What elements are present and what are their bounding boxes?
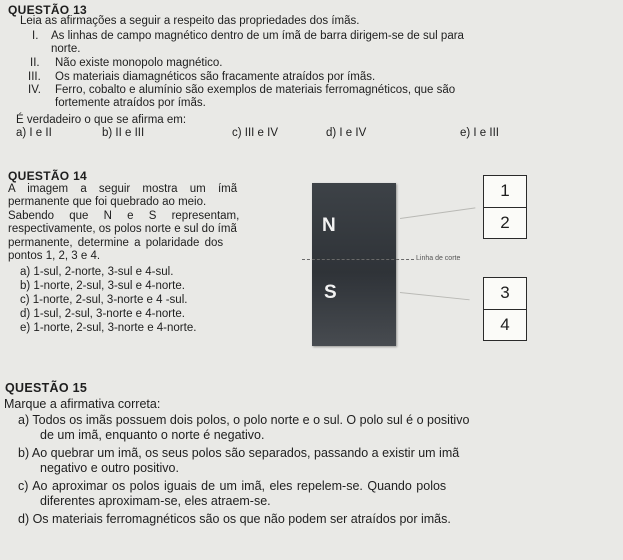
q13-option-e[interactable]: e) I e III (460, 127, 499, 139)
q14-text-line: permanente, determine a polaridade dos (8, 237, 224, 249)
q13-statement-text: Ferro, cobalto e alumínio são exemplos de materiais ferromagnéticos, que são (55, 84, 456, 96)
point-4-label: 4 (500, 315, 510, 334)
south-pole-label: S (324, 282, 337, 303)
q13-statement-text: norte. (51, 43, 81, 55)
q13-statement-num: I. (32, 30, 39, 42)
q14-text-line: pontos 1, 2, 3 e 4. (8, 250, 101, 262)
q15-prompt: Marque a afirmativa correta: (4, 397, 161, 411)
q13-option-d[interactable]: d) I e IV (326, 127, 367, 139)
point-1-label: 1 (500, 181, 510, 200)
q14-option-c[interactable]: c) 1-norte, 2-sul, 3-norte e 4 -sul. (20, 294, 188, 306)
q13-statement-text: Os materiais diamagnéticos são fracamente atraídos por ímãs. (55, 71, 376, 83)
q13-option-b[interactable]: b) II e III (102, 127, 145, 139)
q15-title: QUESTÃO 15 (5, 381, 88, 395)
q13-option-c[interactable]: c) III e IV (232, 127, 279, 139)
q15-option-c-cont[interactable]: diferentes aproximam-se, eles atraem-se. (40, 494, 271, 508)
cut-line (302, 259, 414, 260)
q15-option-c[interactable]: c) Ao aproximar os polos iguais de um imã, eles repelem-se. Quando polos (18, 479, 447, 493)
q13-statement-text: Não existe monopolo magnético. (55, 57, 223, 69)
q15-option-d[interactable]: d) Os materiais ferromagnéticos são os que não podem ser atraídos por imãs. (18, 512, 451, 526)
cut-line-label: Linha de corte (416, 255, 461, 262)
q13-question: É verdadeiro o que se afirma em: (16, 114, 187, 126)
north-pole-label: N (322, 215, 336, 236)
magnet-piece-bottom (483, 277, 527, 341)
q14-text-line: respectivamente, os polos norte e sul do ímã (8, 223, 237, 235)
q13-statement-text: fortemente atraídos por ímãs. (55, 97, 206, 109)
q14-text-line: permanente que foi quebrado ao meio. (8, 196, 207, 208)
q13-statement-num: IV. (28, 84, 42, 96)
q13-statement-text: As linhas de campo magnético dentro de um ímã de barra dirigem-se de sul para (51, 30, 464, 42)
reference-line (400, 207, 475, 219)
point-2-label: 2 (500, 213, 510, 232)
piece-divider (484, 207, 526, 208)
q13-statement-num: III. (28, 71, 41, 83)
magnet-piece-top (483, 175, 527, 239)
q14-option-e[interactable]: e) 1-norte, 2-sul, 3-norte e 4-norte. (20, 322, 197, 334)
q13-title: QUESTÃO 13 (8, 3, 88, 17)
point-3-label: 3 (500, 283, 510, 302)
q15-option-b-cont[interactable]: negativo e outro positivo. (40, 461, 179, 475)
q15-option-a[interactable]: a) Todos os imãs possuem dois polos, o polo norte e o sul. O polo sul é o positivo (18, 413, 470, 427)
q14-option-b[interactable]: b) 1-norte, 2-sul, 3-sul e 4-norte. (20, 280, 185, 292)
q15-option-a-cont[interactable]: de um imã, enquanto o norte é negativo. (40, 428, 265, 442)
reference-line (400, 292, 470, 300)
q15-option-b[interactable]: b) Ao quebrar um imã, os seus polos são separados, passando a existir um imã (18, 446, 460, 460)
q14-title: QUESTÃO 14 (8, 169, 88, 183)
q14-text-line: Sabendo que N e S representam, (8, 210, 240, 222)
piece-divider (484, 309, 526, 310)
q14-option-a[interactable]: a) 1-sul, 2-norte, 3-sul e 4-sul. (20, 266, 174, 278)
q13-statement-num: II. (30, 57, 40, 69)
bar-magnet (312, 183, 396, 346)
q14-text-line: A imagem a seguir mostra um ímã (8, 183, 238, 195)
q13-intro: Leia as afirmações a seguir a respeito das propriedades dos ímãs. (20, 15, 360, 27)
q13-option-a[interactable]: a) I e II (16, 127, 52, 139)
q14-option-d[interactable]: d) 1-sul, 2-sul, 3-norte e 4-norte. (20, 308, 185, 320)
